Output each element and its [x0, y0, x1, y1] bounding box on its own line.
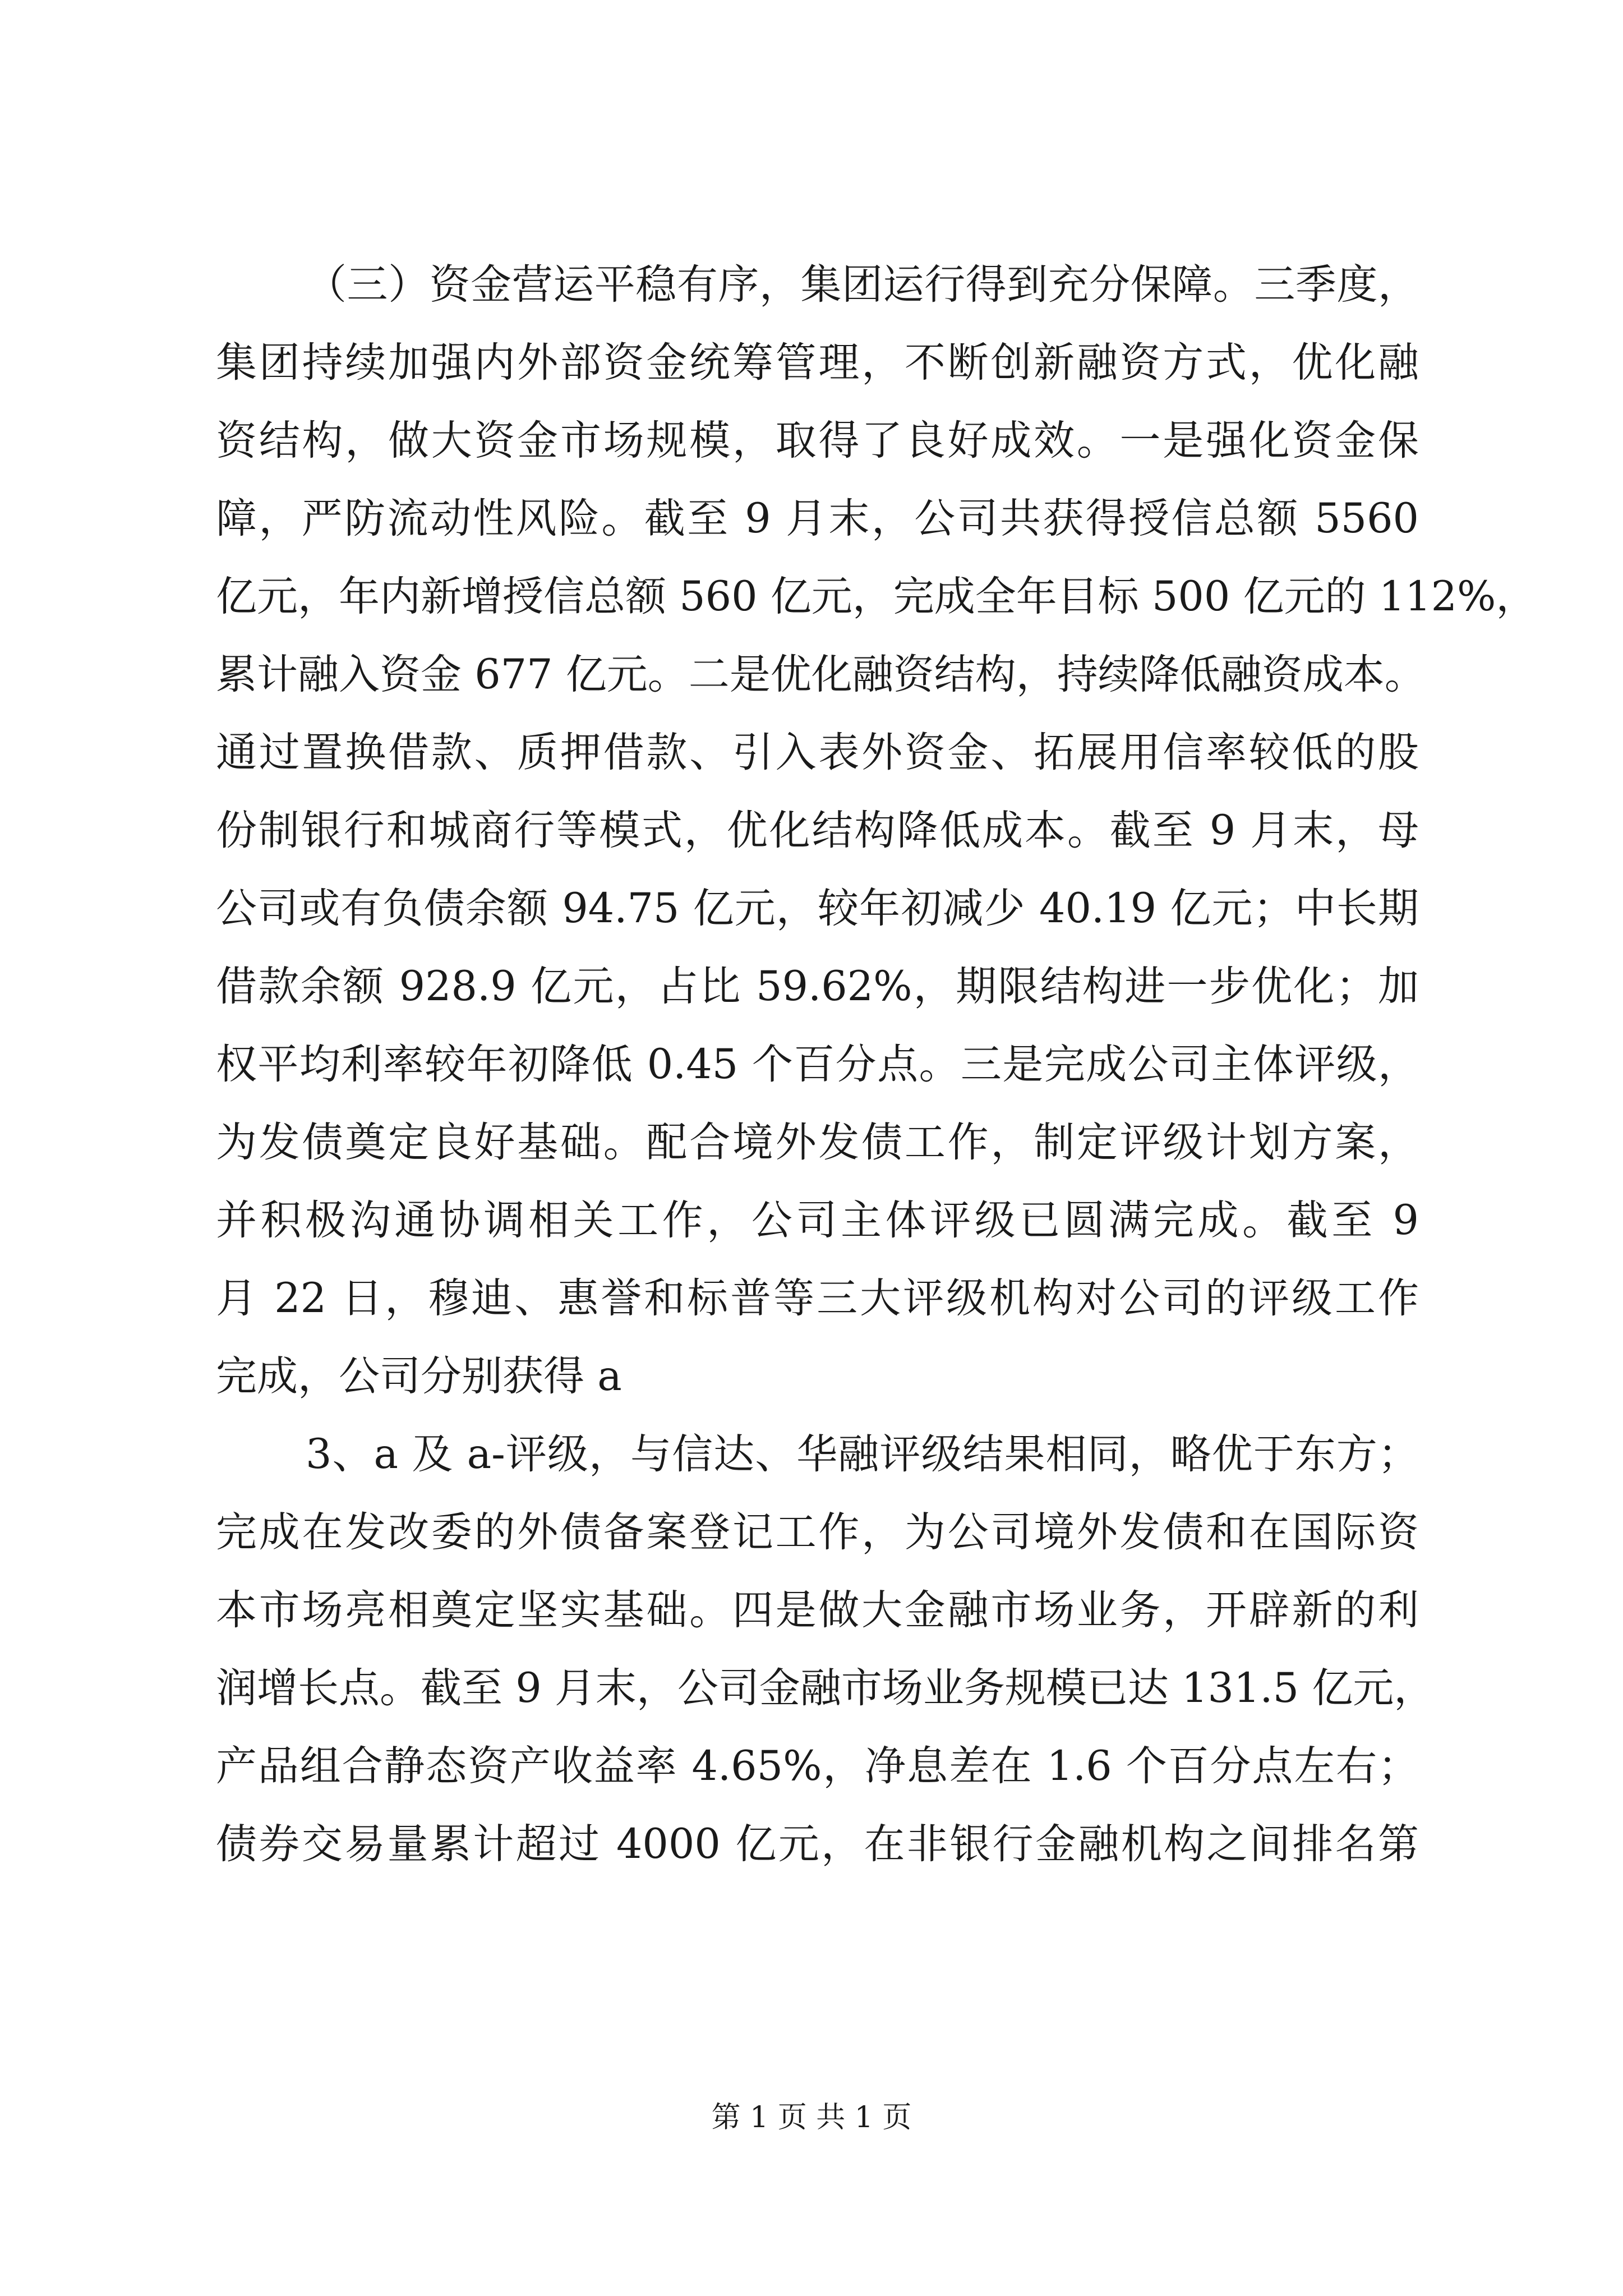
paragraph-1-line-2: 集团持续加强内外部资金统筹管理，不断创新融资方式，优化融: [216, 339, 1419, 386]
paragraph-2-line-4: 润增长点。截至 9 月末，公司金融市场业务规模已达 131.5 亿元，: [216, 1664, 1435, 1712]
paragraph-1-line-1: （三）资金营运平稳有序，集团运行得到充分保障。三季度，: [306, 261, 1419, 309]
paragraph-1-line-5: 亿元，年内新增授信总额 560 亿元，完成全年目标 500 亿元的 112%，: [216, 573, 1537, 620]
page-footer: 第 1 页 共 1 页: [711, 2101, 912, 2134]
paragraph-1-line-12: 为发债奠定良好基础。配合境外发债工作，制定评级计划方案，: [216, 1119, 1419, 1166]
paragraph-2-line-3: 本市场亮相奠定坚实基础。四是做大金融市场业务，开辟新的利: [216, 1586, 1419, 1634]
paragraph-1-line-10: 借款余额 928.9 亿元，占比 59.62%，期限结构进一步优化；加: [216, 963, 1419, 1010]
body-text: [216, 246, 1537, 1883]
paragraph-2-line-6: 债券交易量累计超过 4000 亿元，在非银行金融机构之间排名第: [216, 1820, 1419, 1868]
paragraph-2-line-5: 产品组合静态资产收益率 4.65%，净息差在 1.6 个百分点左右；: [216, 1742, 1419, 1790]
paragraph-1-line-6: 累计融入资金 677 亿元。二是优化融资结构，持续降低融资成本。: [216, 651, 1426, 698]
paragraph-2-line-2: 完成在发改委的外债备案登记工作，为公司境外发债和在国际资: [216, 1508, 1419, 1556]
paragraph-1-line-13: 并积极沟通协调相关工作，公司主体评级已圆满完成。截至 9: [216, 1197, 1419, 1244]
paragraph-1-line-7: 通过置换借款、质押借款、引入表外资金、拓展用信率较低的股: [216, 729, 1419, 776]
paragraph-1-line-11: 权平均利率较年初降低 0.45 个百分点。三是完成公司主体评级，: [216, 1041, 1419, 1088]
paragraph-1-line-8: 份制银行和城商行等模式，优化结构降低成本。截至 9 月末，母: [216, 807, 1419, 854]
paragraph-1-line-9: 公司或有负债余额 94.75 亿元，较年初减少 40.19 亿元；中长期: [216, 885, 1419, 932]
paragraph-2-line-1: 3、a 及 a-评级，与信达、华融评级结果相同，略优于东方；: [306, 1430, 1419, 1478]
paragraph-1-line-15: 完成，公司分别获得 a: [216, 1352, 622, 1400]
paragraph-1-line-4: 障，严防流动性风险。截至 9 月末，公司共获得授信总额 5560: [216, 495, 1419, 542]
paragraph-1-line-14: 月 22 日，穆迪、惠誉和标普等三大评级机构对公司的评级工作: [216, 1274, 1419, 1322]
paragraph-1-line-3: 资结构，做大资金市场规模，取得了良好成效。一是强化资金保: [216, 417, 1419, 464]
